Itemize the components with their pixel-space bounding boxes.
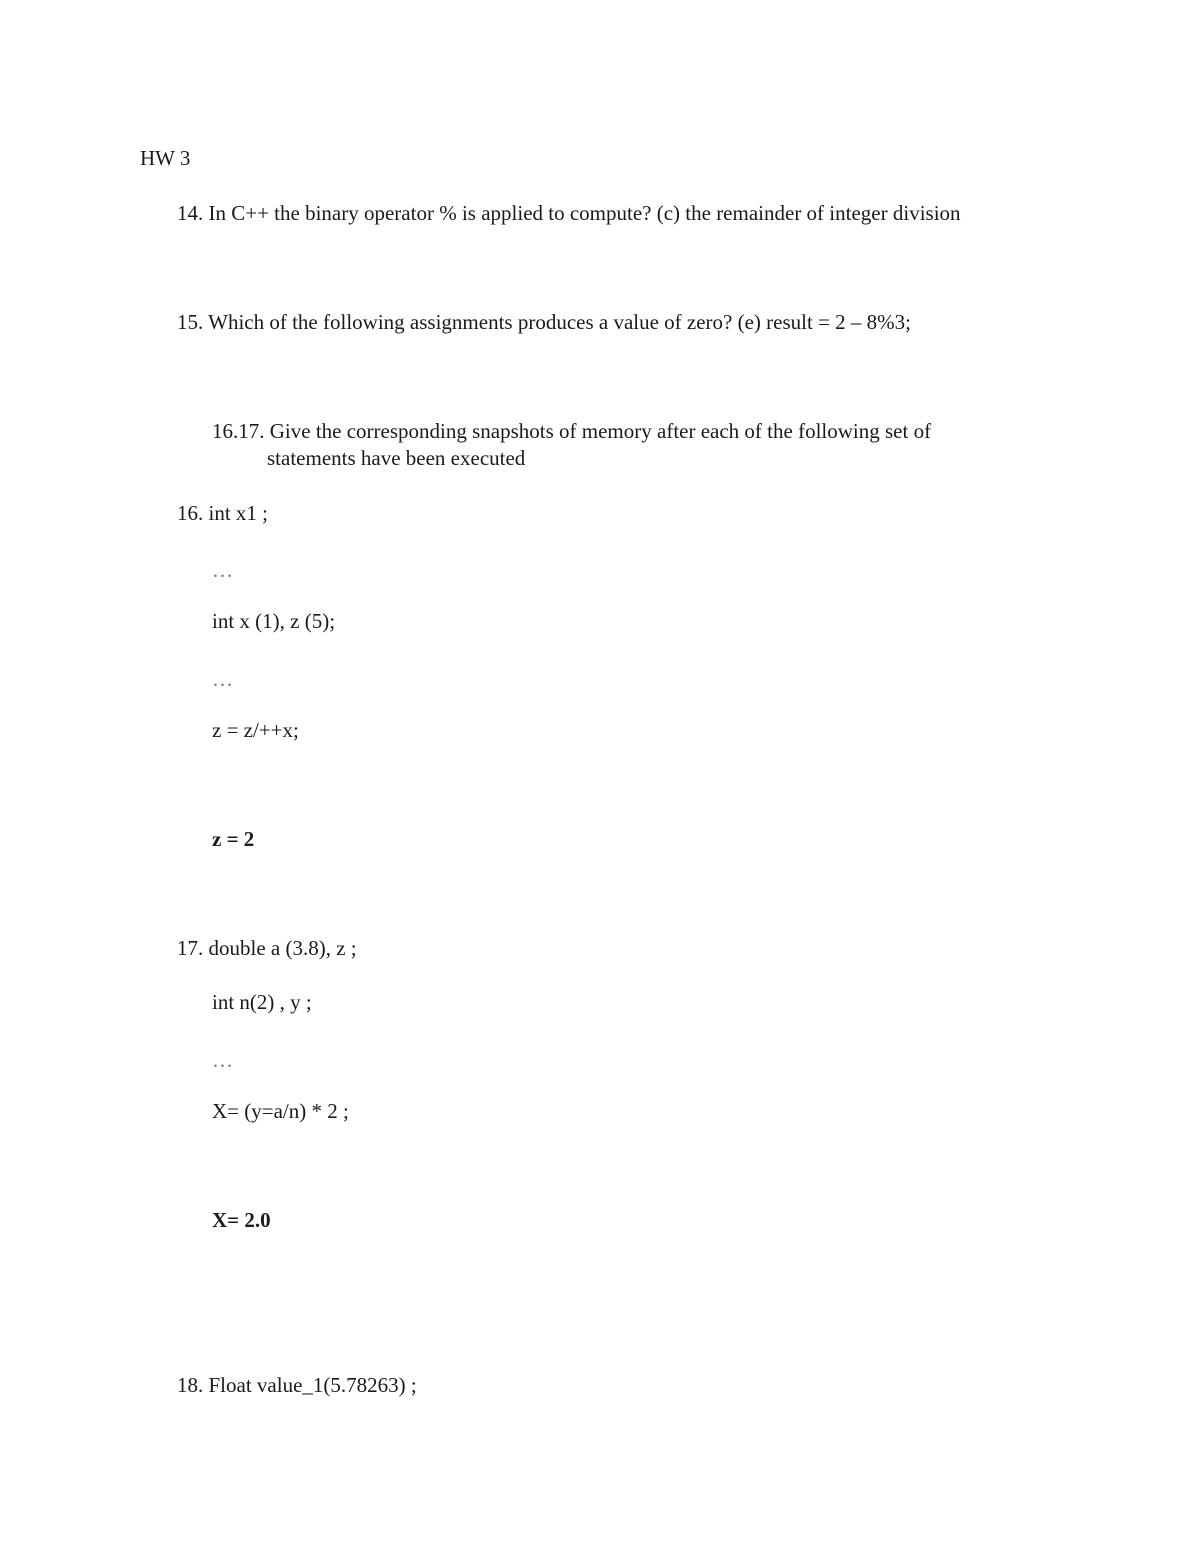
question-18-line1: 18. Float value_1(5.78263) ; — [177, 1373, 417, 1397]
question-17-line1: 17. double a (3.8), z ; — [177, 936, 357, 960]
question-16-answer: z = 2 — [212, 827, 255, 851]
question-16-line1: 16. int x1 ; — [177, 501, 269, 525]
question-16-ellipsis1: … — [212, 558, 233, 582]
question-16-ellipsis2: … — [212, 667, 233, 691]
question-16-17-intro-line2: statements have been executed — [267, 446, 526, 470]
document-title: HW 3 — [140, 146, 191, 170]
question-16-17-intro-line1: 16.17. Give the corresponding snapshots of memory after each of the following set of — [212, 419, 932, 443]
question-17-line2: int n(2) , y ; — [212, 990, 312, 1014]
question-17-line3: X= (y=a/n) * 2 ; — [212, 1099, 349, 1123]
question-16-line3: z = z/++x; — [212, 718, 299, 742]
question-17-ellipsis: … — [212, 1048, 233, 1072]
question-17-answer: X= 2.0 — [212, 1208, 271, 1232]
question-14: 14. In C++ the binary operator % is applied to compute? (c) the remainder of integer division — [177, 201, 961, 225]
question-16-line2: int x (1), z (5); — [212, 609, 336, 633]
question-15: 15. Which of the following assignments produces a value of zero? (e) result = 2 – 8%3; — [177, 310, 912, 334]
